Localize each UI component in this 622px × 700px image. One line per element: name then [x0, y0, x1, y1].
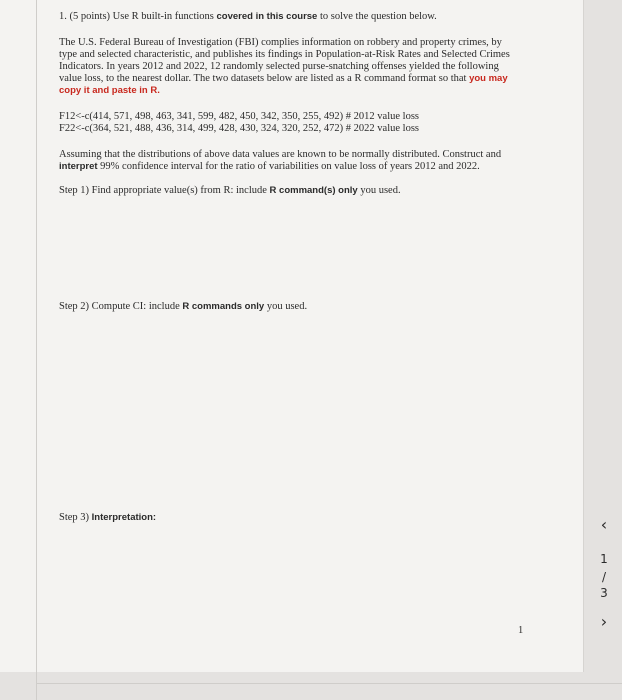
pager-current: 1: [600, 552, 608, 566]
code-line-f22: F22<-c(364, 521, 488, 436, 314, 499, 428, 430, 324, 320, 252, 472) # 2022 value loss: [59, 123, 419, 134]
left-rule: [36, 0, 37, 700]
pager-separator: /: [601, 570, 607, 584]
pager-total: 3: [600, 586, 608, 600]
assumption-text: Assuming that the distributions of above data values are known to be normally distributed. Construct and interpret 99% confidence interval for the ratio of variabilities on value loss of years 2012 and 2022.: [59, 149, 502, 172]
bottom-rule: [36, 683, 622, 684]
step-2: Step 2) Compute CI: include R commands only you used.: [59, 301, 308, 312]
step-1: Step 1) Find appropriate value(s) from R: include R command(s) only you used.: [59, 185, 401, 196]
question-body: [59, 11, 535, 197]
r-code-block: [59, 111, 535, 135]
page-number: 1: [518, 625, 524, 636]
step-3: Step 3) Interpretation:: [59, 512, 157, 523]
chevron-right-icon[interactable]: ›: [600, 612, 608, 631]
question-header: 1. (5 points) Use R built-in functions covered in this course to solve the question below.: [59, 11, 437, 22]
question-intro: The U.S. Federal Bureau of Investigation (FBI) complies information on robbery and property crimes, by type and selected characteristic, and publishes its findings in Population-at-Risk Rates and Selected Crimes Indicators. In years 2012 and 2022, 12 randomly selected purse-snatching offenses yielded the following value loss, to the nearest dollar. The two datasets below are listed as a R command format so that you may copy it and paste in R.: [59, 37, 510, 96]
code-line-f12: F12<-c(414, 571, 498, 463, 341, 599, 482, 450, 342, 350, 255, 492) # 2012 value loss: [59, 111, 419, 122]
chevron-left-icon[interactable]: ‹: [600, 515, 608, 534]
